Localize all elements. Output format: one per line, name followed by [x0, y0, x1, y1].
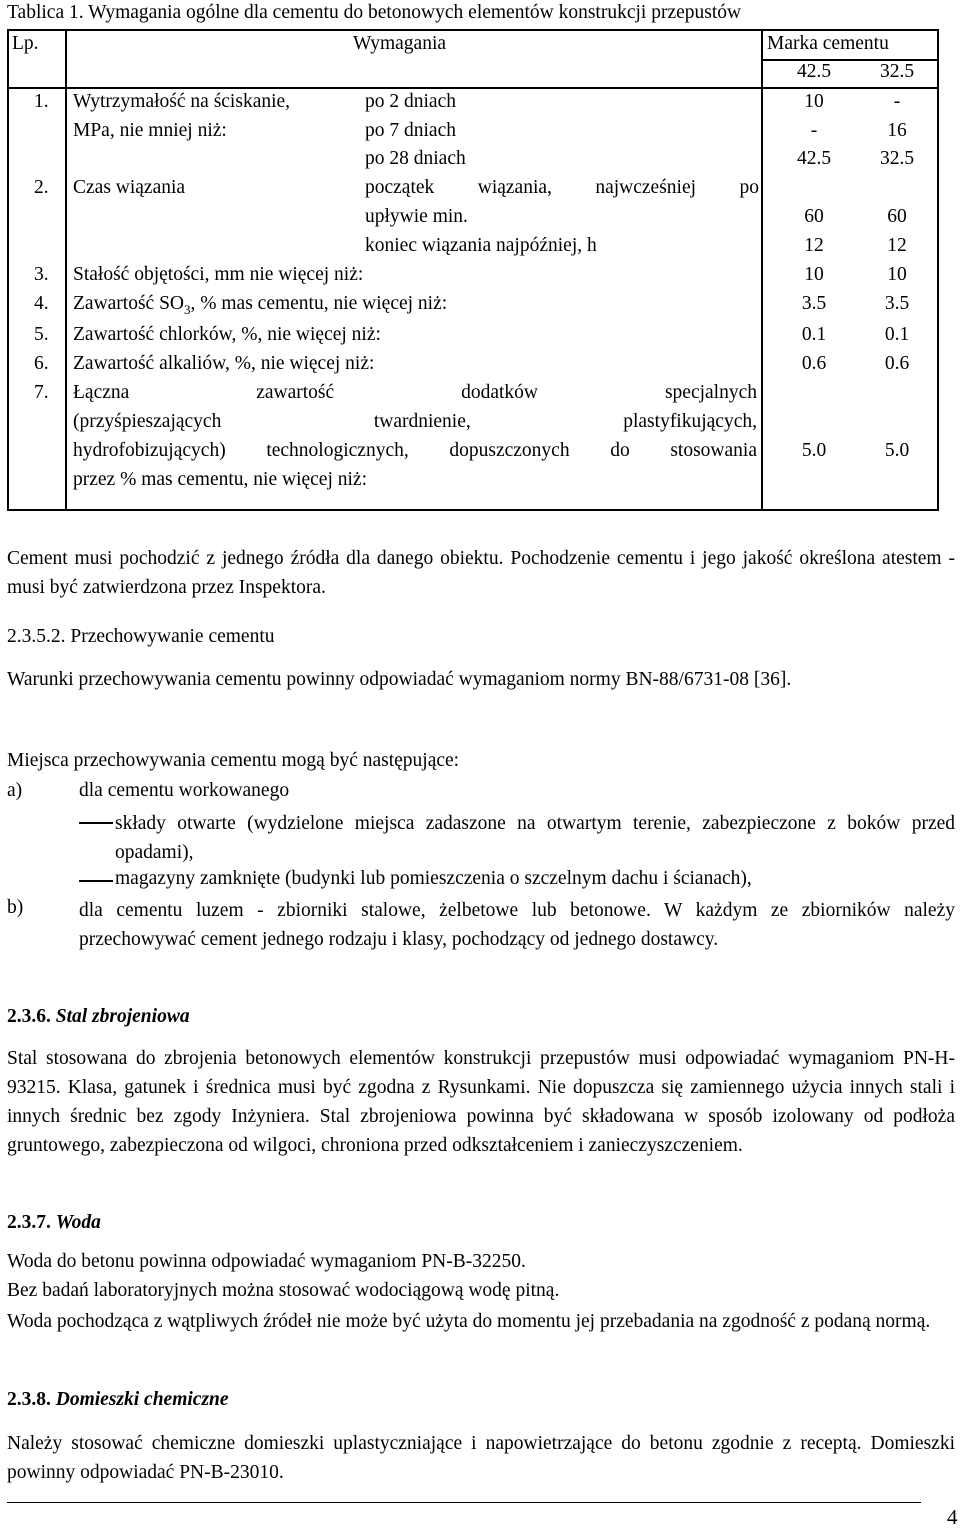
section-number: 2.3.6. — [7, 1006, 51, 1027]
paragraph-steel: Stal stosowana do zbrojenia betonowych elementów konstrukcji przepustów musi odpowiadać wymaganiom PN-H-93215. Klasa, gatunek i średnica musi być zgodna z Rysunkami. Nie dopuszcza się zamiennego użycia innych stali i innych średnic bez zgody Inżyniera. Stal zbrojeniowa powinna być składowana w sposób izolowany od podłoża gruntowego, zabezpieczona od wilgoci, chroniona przed odkształceniem i zanieczyszczeniem. — [7, 1048, 955, 1156]
cell-value: 60 — [804, 206, 824, 227]
paragraph-water-2: Bez badań laboratoryjnych można stosować wodociągową wodę pitną. — [7, 1280, 560, 1301]
row-sublabel: po 2 dniach — [365, 91, 456, 112]
section-title: Woda — [55, 1212, 101, 1233]
row-label: (przyśpieszających twardnienie, plastyfikujących, — [73, 411, 757, 432]
dash-bullet — [79, 880, 113, 882]
list-label-a: a) — [7, 780, 23, 801]
dash-bullet — [79, 822, 113, 824]
row-number: 2. — [34, 177, 49, 198]
row-label: Zawartość alkaliów, %, nie więcej niż: — [73, 353, 375, 374]
cell-value: 10 — [887, 264, 907, 285]
cell-value: 0.6 — [884, 353, 910, 374]
section-heading-236 — [7, 1005, 190, 1029]
row-number: 6. — [34, 353, 49, 374]
row-label-part: Zawartość SO — [73, 293, 185, 314]
row-label: hydrofobizujących) technologicznych, dopuszczonych do stosowania — [73, 440, 757, 461]
cell-value: 5.0 — [884, 440, 910, 461]
row-sublabel: początek wiązania, najwcześniej po — [365, 177, 759, 198]
row-label: MPa, nie mniej niż: — [73, 120, 227, 141]
header-lp: Lp. — [12, 33, 39, 54]
cell-value: 0.6 — [801, 353, 827, 374]
table-caption: Tablica 1. Wymagania ogólne dla cementu do betonowych elementów konstrukcji przepustów — [7, 2, 742, 23]
cell-value: 12 — [887, 235, 907, 256]
cell-value: 10 — [804, 91, 824, 112]
row-number: 4. — [34, 293, 49, 314]
list-subitem: magazyny zamknięte (budynki lub pomieszczenia o szczelnym dachu i ścianach), — [115, 868, 752, 889]
row-label: przez % mas cementu, nie więcej niż: — [73, 469, 367, 490]
list-subitem: składy otwarte (wydzielone miejsca zadaszone na otwartym terenie, zabezpieczone z boków przed opadami), — [115, 813, 955, 863]
section-heading-2352: 2.3.5.2. Przechowywanie cementu — [7, 626, 275, 647]
row-label-part: , % mas cementu, nie więcej niż: — [190, 293, 448, 314]
row-number: 5. — [34, 324, 49, 345]
paragraph-storage-places: Miejsca przechowywania cementu mogą być następujące: — [7, 750, 460, 771]
row-label: Czas wiązania — [73, 177, 186, 198]
cell-value: 42.5 — [796, 148, 832, 169]
subscript: 3 — [184, 301, 191, 317]
table-divider — [9, 87, 937, 89]
cell-value: 32.5 — [879, 148, 915, 169]
row-number: 1. — [34, 91, 49, 112]
list-item-a: dla cementu workowanego — [79, 780, 290, 801]
list-label-b: b) — [7, 897, 24, 918]
cell-value: 3.5 — [884, 293, 910, 314]
cell-value: 60 — [887, 206, 907, 227]
header-requirements: Wymagania — [353, 33, 447, 54]
paragraph-cement-origin: Cement musi pochodzić z jednego źródła dla danego obiektu. Pochodzenie cementu i jego jakość określona atestem - musi być zatwierdzona przez Inspektora. — [7, 548, 955, 598]
row-label — [73, 292, 447, 318]
page-number: 4 — [947, 1505, 958, 1529]
section-title: Domieszki chemiczne — [55, 1389, 229, 1410]
cell-value: 12 — [804, 235, 824, 256]
section-heading-237 — [7, 1211, 101, 1235]
cell-value: 10 — [804, 264, 824, 285]
row-sublabel: po 28 dniach — [365, 148, 466, 169]
section-number: 2.3.8. — [7, 1389, 51, 1410]
cell-value: 5.0 — [801, 440, 827, 461]
section-heading-238 — [7, 1388, 229, 1412]
row-label: Łączna zawartość dodatków specjalnych — [73, 382, 757, 403]
row-sublabel: koniec wiązania najpóźniej, h — [365, 235, 597, 256]
row-sublabel: upływie min. — [365, 206, 468, 227]
list-item-b: dla cementu luzem - zbiorniki stalowe, żelbetowe lub betonowe. W każdym ze zbiorników należy przechowywać cement jednego rodzaju i klasy, pochodzący od jednego dostawcy. — [79, 900, 955, 950]
row-label: Wytrzymałość na ściskanie, — [73, 91, 291, 112]
cell-value: - — [810, 120, 818, 141]
header-grade-42: 42.5 — [796, 61, 832, 82]
table-divider — [761, 31, 763, 509]
footer-rule — [7, 1502, 921, 1503]
cell-value: 0.1 — [884, 324, 910, 345]
cell-value: - — [893, 91, 901, 112]
header-grade-32: 32.5 — [879, 61, 915, 82]
paragraph-admixtures: Należy stosować chemiczne domieszki uplastyczniające i napowietrzające do betonu zgodnie z receptą. Domieszki powinny odpowiadać PN-B-23010. — [7, 1433, 955, 1483]
paragraph-storage-conditions: Warunki przechowywania cementu powinny odpowiadać wymaganiom normy BN-88/6731-08 [36]. — [7, 669, 792, 690]
cell-value: 0.1 — [801, 324, 827, 345]
row-number: 3. — [34, 264, 49, 285]
table-divider — [65, 31, 67, 509]
row-number: 7. — [34, 382, 49, 403]
paragraph-water-3: Woda pochodząca z wątpliwych źródeł nie może być użyta do momentu jej przebadania na zgodność z podaną normą. — [7, 1311, 931, 1332]
row-label: Zawartość chlorków, %, nie więcej niż: — [73, 324, 381, 345]
requirements-table — [7, 29, 939, 511]
row-label: Stałość objętości, mm nie więcej niż: — [73, 264, 364, 285]
paragraph-water-1: Woda do betonu powinna odpowiadać wymaganiom PN-B-32250. — [7, 1251, 526, 1272]
section-title: Stal zbrojeniowa — [55, 1006, 190, 1027]
cell-value: 3.5 — [801, 293, 827, 314]
section-number: 2.3.7. — [7, 1212, 51, 1233]
cell-value: 16 — [887, 120, 907, 141]
header-cement-grade: Marka cementu — [767, 33, 889, 54]
row-sublabel: po 7 dniach — [365, 120, 456, 141]
